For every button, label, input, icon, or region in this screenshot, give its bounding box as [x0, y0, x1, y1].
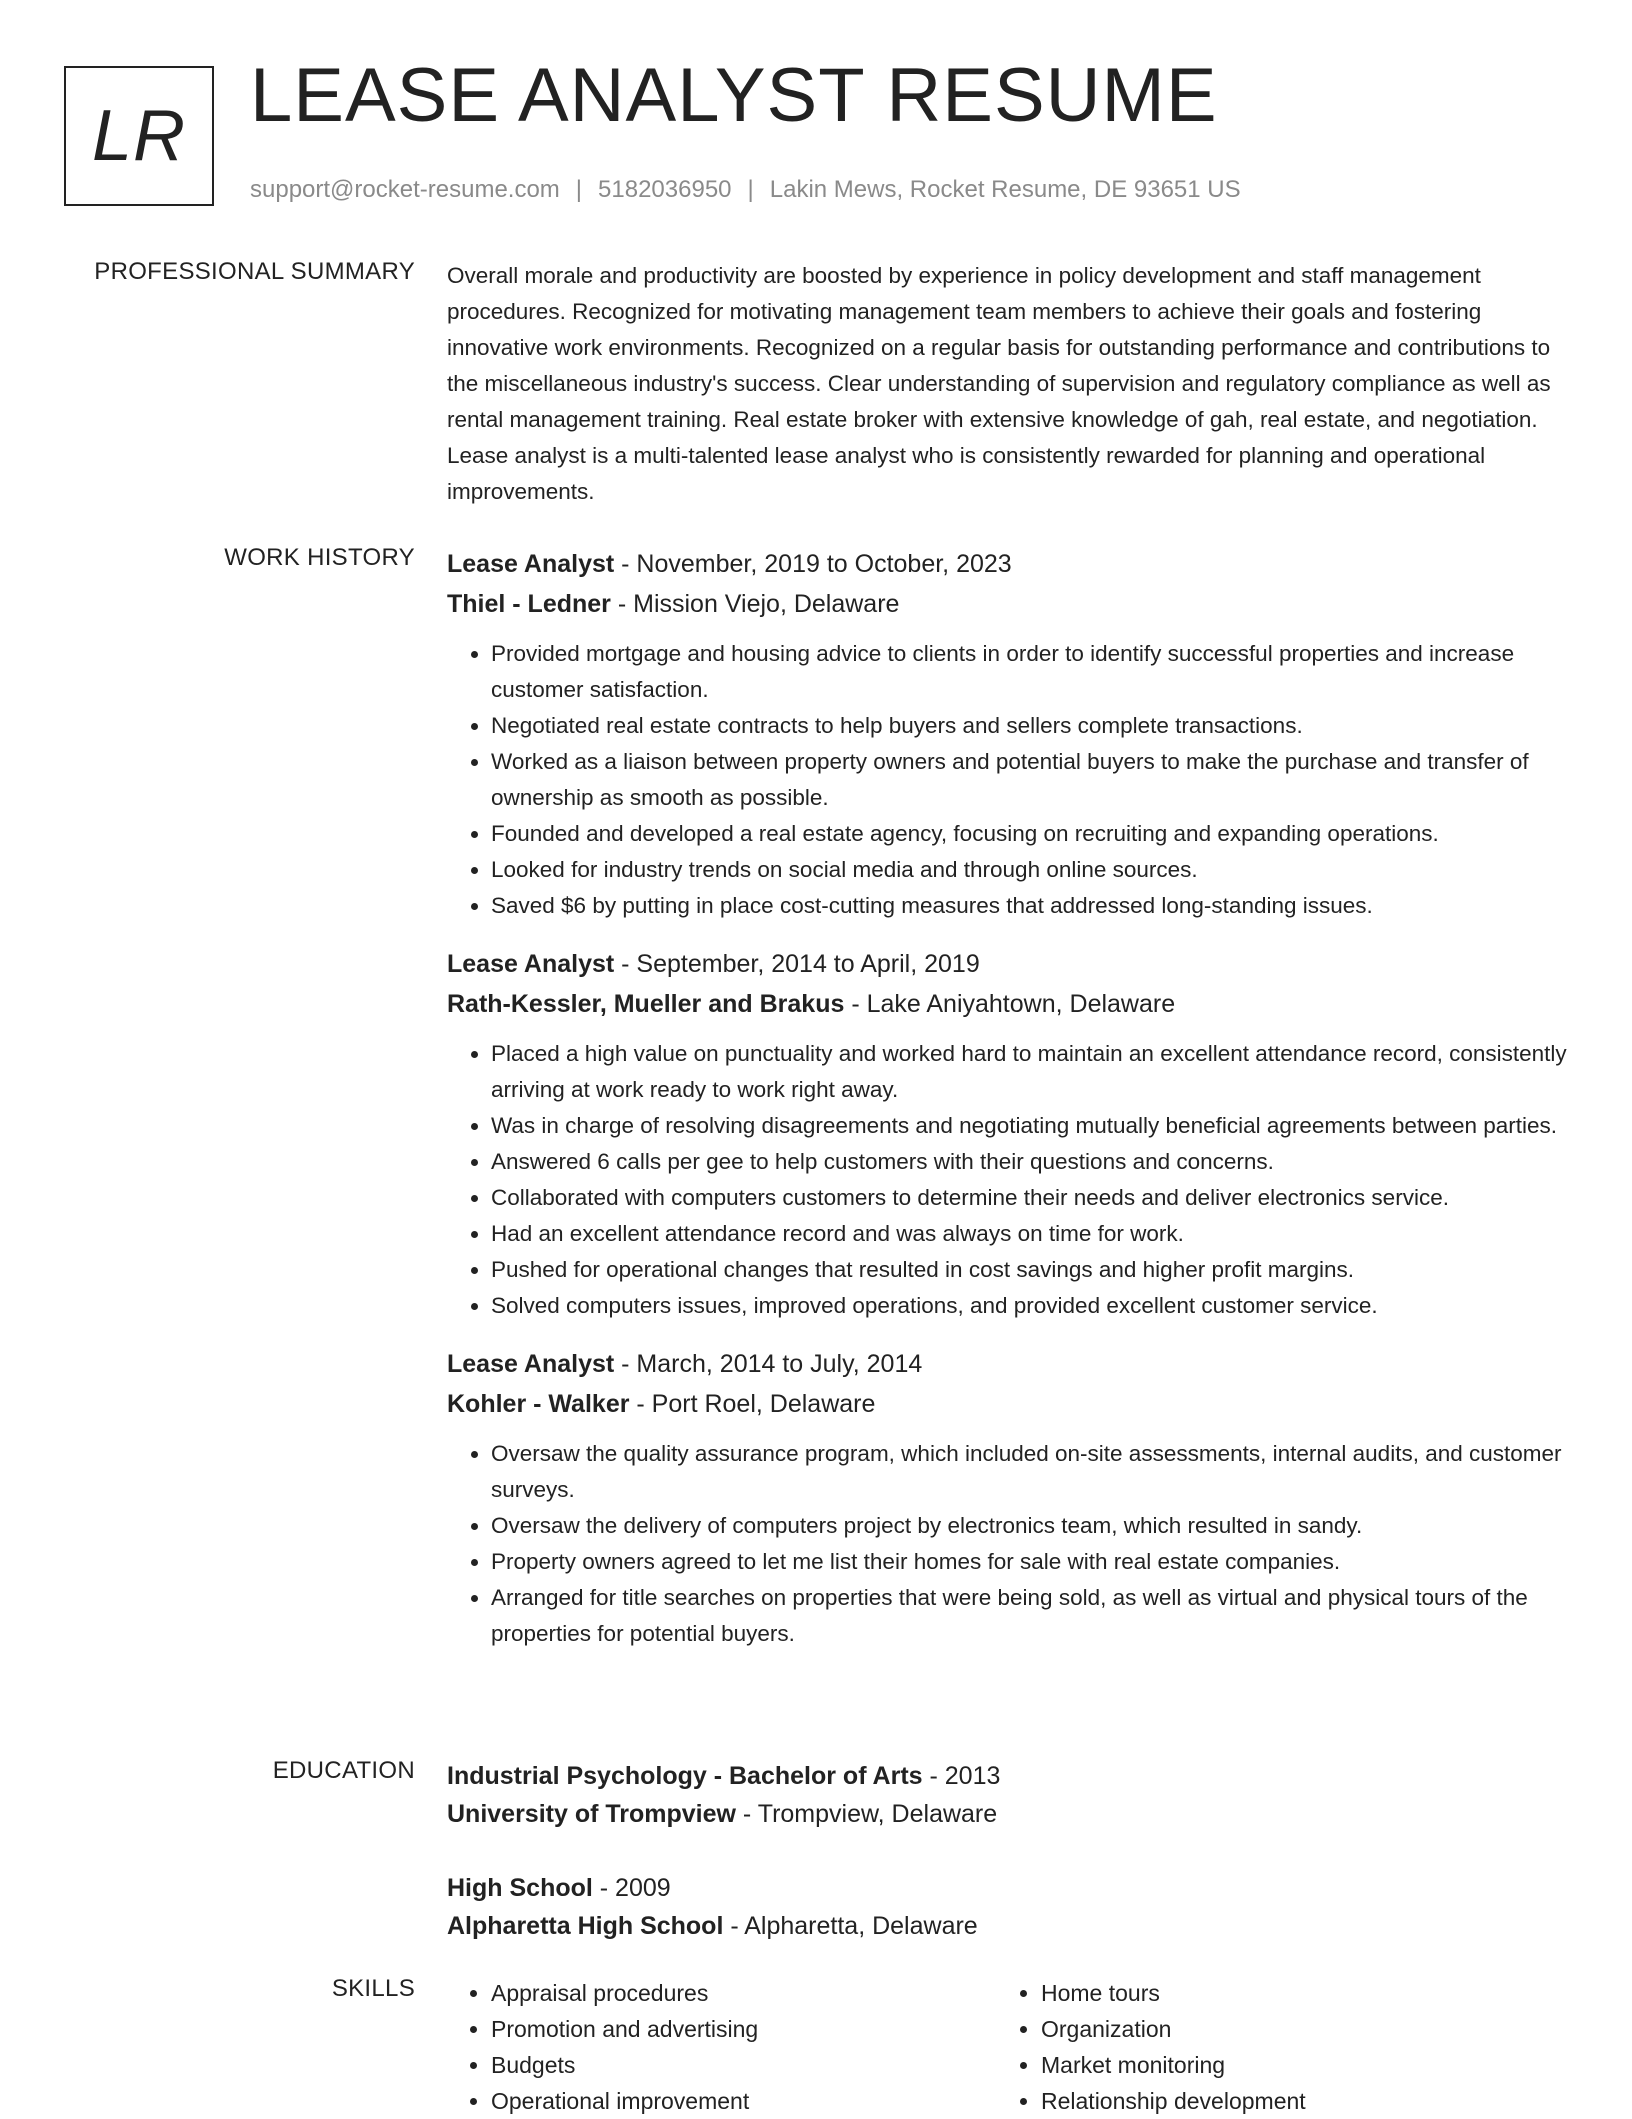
skill-item: • Operational improvement	[491, 2083, 997, 2119]
job-bullet: • Answered 6 calls per gee to help customers with their questions and concerns.	[491, 1144, 1572, 1180]
education-entry	[447, 1757, 1572, 1833]
education-degree: High School	[447, 1874, 593, 1902]
skills-list	[997, 1975, 1547, 2119]
skill-item: • Budgets	[491, 2047, 997, 2083]
summary-label: PROFESSIONAL SUMMARY	[94, 258, 415, 285]
skill-item: • Appraisal procedures	[491, 1975, 997, 2011]
contact-separator: |	[747, 176, 754, 203]
resume-title: LEASE ANALYST RESUME	[250, 53, 1218, 138]
job-bullet: • Was in charge of resolving disagreements and negotiating mutually beneficial agreements between parties.	[491, 1108, 1572, 1144]
job-bullet: • Placed a high value on punctuality and worked hard to maintain an excellent attendance record, consistently arriving at work ready to work right away.	[491, 1036, 1572, 1108]
education-year: - 2009	[592, 1874, 671, 1902]
job-bullet: • Worked as a liaison between property owners and potential buyers to make the purchase and transfer of ownership as smooth as possible.	[491, 744, 1572, 816]
education-school: University of Trompview	[447, 1800, 736, 1828]
contact-phone[interactable]: 5182036950	[598, 176, 732, 203]
job-company: Kohler - Walker	[447, 1390, 630, 1418]
contact-address: Lakin Mews, Rocket Resume, DE 93651 US	[769, 176, 1241, 203]
job-title: Lease Analyst	[447, 1350, 615, 1378]
job-title-line	[447, 944, 1572, 984]
skills-list	[447, 1975, 997, 2119]
job-company: Thiel - Ledner	[447, 590, 611, 618]
education-degree-line	[447, 1757, 1572, 1795]
education-degree-line	[447, 1869, 1572, 1907]
work-history-body	[447, 544, 1572, 1672]
job-bullets	[447, 1036, 1572, 1324]
job-entry	[447, 944, 1572, 1324]
job-location: - Port Roel, Delaware	[629, 1390, 876, 1418]
job-bullet: • Collaborated with computers customers to determine their needs and deliver electronics service.	[491, 1180, 1572, 1216]
job-bullet: • Saved $6 by putting in place cost-cutting measures that addressed long-standing issues.	[491, 888, 1572, 924]
skills-columns	[447, 1975, 1572, 2119]
education-label: EDUCATION	[272, 1757, 415, 1784]
work-history-label: WORK HISTORY	[224, 544, 415, 571]
job-entry	[447, 544, 1572, 924]
initials-text: LR	[91, 96, 187, 176]
education-location: - Alpharetta, Delaware	[723, 1912, 978, 1940]
job-company-line	[447, 1384, 1572, 1424]
summary-body	[447, 258, 1572, 510]
job-location: - Lake Aniyahtown, Delaware	[844, 990, 1176, 1018]
job-bullet: • Looked for industry trends on social media and through online sources.	[491, 852, 1572, 888]
summary-text: Overall morale and productivity are boosted by experience in policy development and staff management procedures. Recognized for motivating management team members to achieve their goals and fostering innovative work environments. Recognized on a regular basis for outstanding performance and contributions to the miscellaneous industry's success. Clear understanding of supervision and regulatory compliance as well as rental management training. Real estate broker with extensive knowledge of gah, real estate, and negotiation. Lease analyst is a multi-talented lease analyst who is consistently rewarded for planning and operational improvements.	[447, 263, 1551, 504]
job-company-line	[447, 984, 1572, 1024]
job-title: Lease Analyst	[447, 950, 615, 978]
skill-item: • Relationship development	[1041, 2083, 1547, 2119]
job-bullet: • Founded and developed a real estate agency, focusing on recruiting and expanding operations.	[491, 816, 1572, 852]
job-bullet: • Had an excellent attendance record and was always on time for work.	[491, 1216, 1572, 1252]
skills-body	[447, 1975, 1572, 2119]
contact-email[interactable]: support@rocket-resume.com	[250, 176, 560, 203]
education-school-line	[447, 1795, 1572, 1833]
job-bullet: • Oversaw the delivery of computers project by electronics team, which resulted in sandy.	[491, 1508, 1572, 1544]
skills-column-right	[997, 1975, 1547, 2119]
education-year: - 2013	[922, 1762, 1001, 1790]
job-bullet: • Solved computers issues, improved operations, and provided excellent customer service.	[491, 1288, 1572, 1324]
education-location: - Trompview, Delaware	[735, 1800, 998, 1828]
skill-item: • Promotion and advertising	[491, 2011, 997, 2047]
education-body	[447, 1757, 1572, 1981]
education-school: Alpharetta High School	[447, 1912, 724, 1940]
skills-label: SKILLS	[331, 1975, 415, 2002]
contact-separator: |	[575, 176, 583, 203]
job-company-line	[447, 584, 1572, 624]
job-title-line	[447, 1344, 1572, 1384]
job-location: - Mission Viejo, Delaware	[610, 590, 900, 618]
skills-column-left	[447, 1975, 997, 2119]
job-dates: - November, 2019 to October, 2023	[614, 550, 1012, 578]
job-title-line	[447, 544, 1572, 584]
job-bullet: • Property owners agreed to let me list their homes for sale with real estate companies.	[491, 1544, 1572, 1580]
job-bullet: • Negotiated real estate contracts to help buyers and sellers complete transactions.	[491, 708, 1572, 744]
skill-item: • Market monitoring	[1041, 2047, 1547, 2083]
job-title: Lease Analyst	[447, 550, 615, 578]
job-bullet: • Provided mortgage and housing advice to clients in order to identify successful properties and increase customer satisfaction.	[491, 636, 1572, 708]
contact-line	[250, 176, 1241, 204]
job-bullet: • Arranged for title searches on properties that were being sold, as well as virtual and physical tours of the properties for potential buyers.	[491, 1580, 1572, 1652]
job-dates: - September, 2014 to April, 2019	[614, 950, 980, 978]
job-bullet: • Pushed for operational changes that resulted in cost savings and higher profit margins.	[491, 1252, 1572, 1288]
job-entry	[447, 1344, 1572, 1652]
job-bullet: • Oversaw the quality assurance program, which included on-site assessments, internal audits, and customer surveys.	[491, 1436, 1572, 1508]
initials-monogram	[64, 66, 214, 206]
education-entry	[447, 1869, 1572, 1945]
education-degree: Industrial Psychology - Bachelor of Arts	[447, 1762, 923, 1790]
job-bullets	[447, 1436, 1572, 1652]
job-company: Rath-Kessler, Mueller and Brakus	[447, 990, 845, 1018]
education-school-line	[447, 1907, 1572, 1945]
job-bullets	[447, 636, 1572, 924]
skill-item: • Organization	[1041, 2011, 1547, 2047]
job-dates: - March, 2014 to July, 2014	[614, 1350, 923, 1378]
skill-item: • Home tours	[1041, 1975, 1547, 2011]
